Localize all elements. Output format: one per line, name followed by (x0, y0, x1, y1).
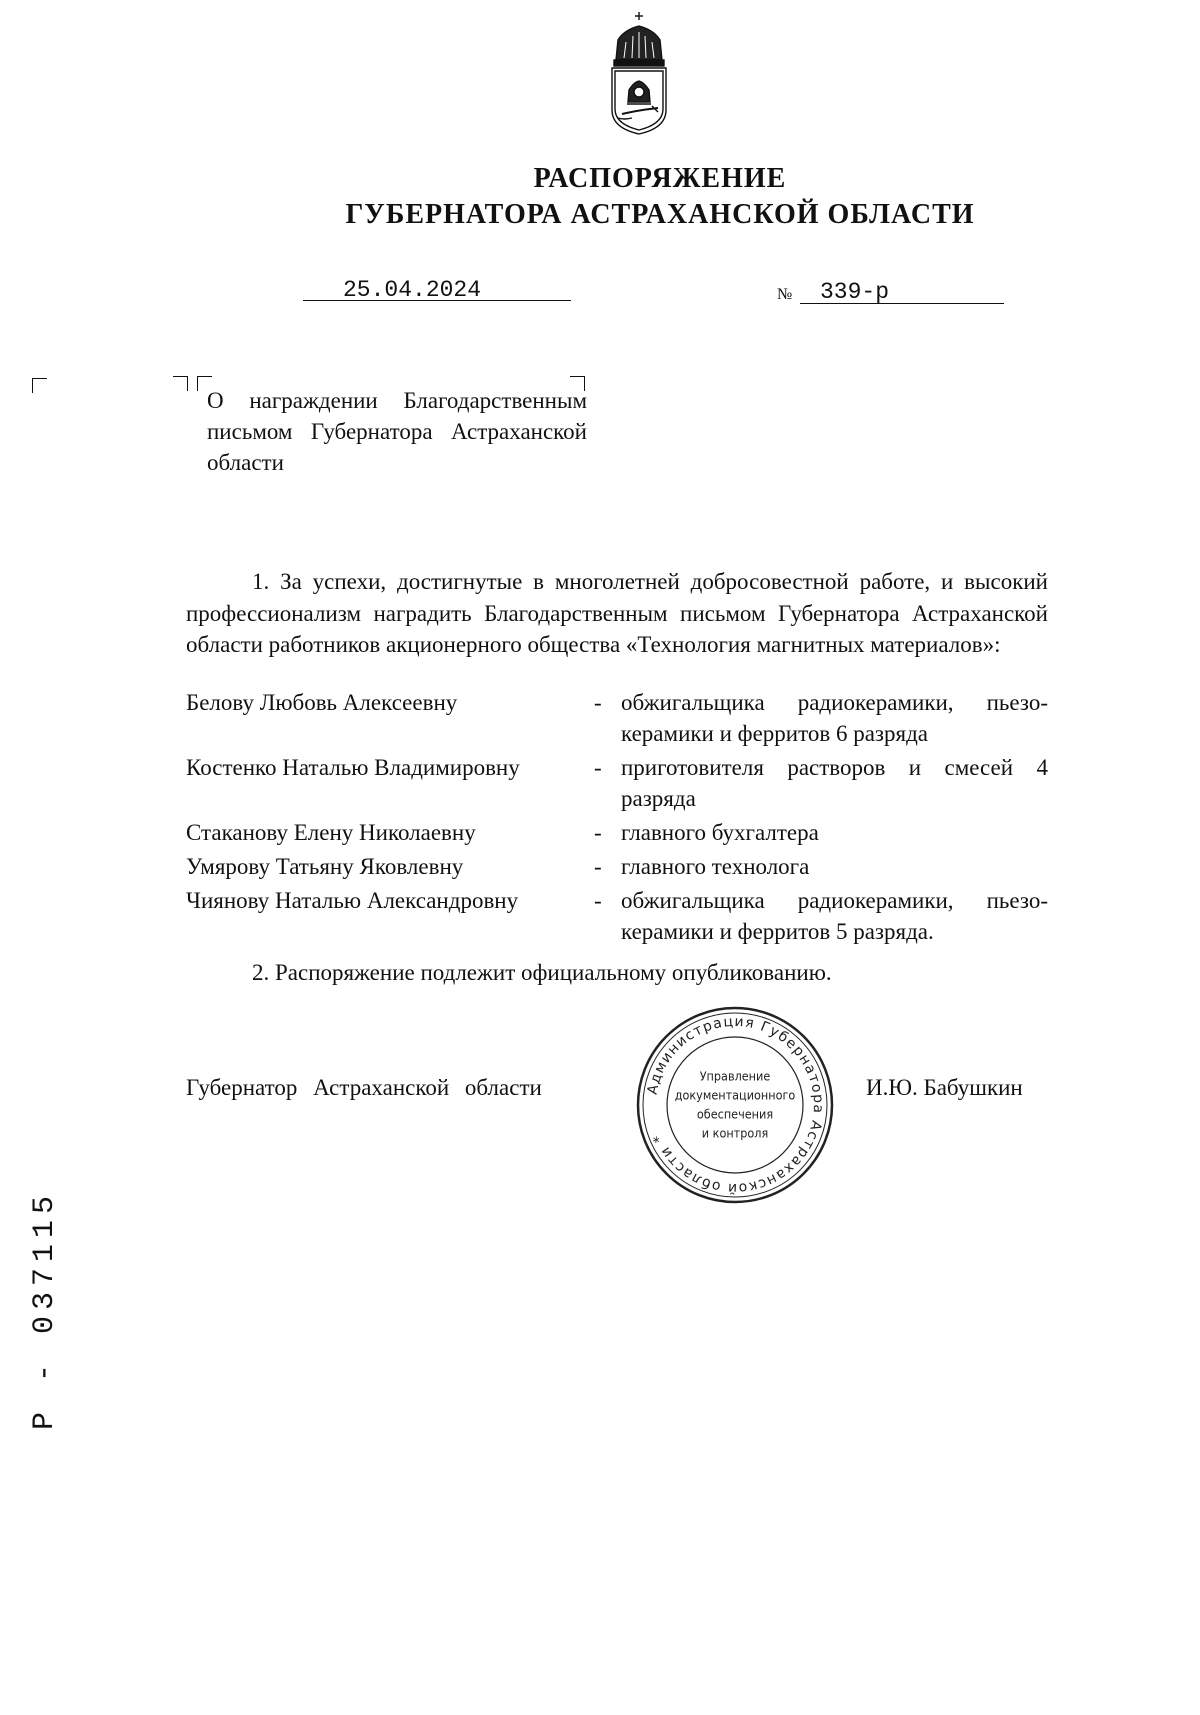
official-stamp (635, 1005, 835, 1205)
document-subject: О награждении Благодарственным письмом Губернатора Астраханской области (207, 388, 587, 475)
employee-position: приготовителя растворов и смесей 4 разряда (621, 755, 1048, 811)
employee-dash: - (594, 755, 602, 780)
employee-name: Умярову Татьяну Яковлевну (186, 854, 464, 879)
employee-name: Костенко Наталью Владимировну (186, 755, 520, 780)
employee-row (186, 752, 1048, 814)
employee-name: Белову Любовь Алексеевну (186, 690, 458, 715)
paragraph-2: 2. Распоряжение подлежит официальному опубликованию. (252, 960, 832, 985)
coat-of-arms-emblem (604, 10, 674, 138)
employee-position: главного бухгалтера (621, 820, 819, 845)
svg-text:Администрация Губернатора Астр: Администрация Губернатора Астраханской области * (644, 1013, 827, 1197)
employee-row (186, 851, 1048, 882)
document-number: 339-р (820, 279, 890, 305)
employee-row (186, 885, 1048, 947)
employee-dash: - (594, 820, 602, 845)
employee-dash: - (594, 854, 602, 879)
svg-text:Управлениедокументационногообе: Управление документационного обеспечения и контроля (674, 1068, 796, 1141)
subject-corner-mark-a (173, 376, 188, 391)
document-date: 25.04.2024 (343, 277, 482, 303)
employee-name: Стаканову Елену Николаевну (186, 820, 476, 845)
employee-position: обжигальщика радиокерамики, пьезо-керамики и ферритов 5 разряда. (621, 888, 1048, 944)
employee-dash: - (594, 888, 602, 913)
employee-row (186, 817, 1048, 848)
employee-list (186, 687, 1048, 950)
employee-row (186, 687, 1048, 749)
employee-dash: - (594, 690, 602, 715)
signatory-name: И.Ю. Бабушкин (866, 1075, 1023, 1100)
document-type-title: РАСПОРЯЖЕНИЕ (533, 163, 787, 194)
number-sign: № (777, 286, 793, 303)
employee-position: обжигальщика радиокерамики, пьезо-керамики и ферритов 6 разряда (621, 690, 1048, 746)
signatory-position: Губернатор Астраханской области (186, 1075, 542, 1100)
registration-number: Р - 037115 (28, 1189, 62, 1430)
issuer-title: ГУБЕРНАТОРА АСТРАХАНСКОЙ ОБЛАСТИ (345, 199, 975, 230)
paragraph-1: 1. За успехи, достигнутые в многолетней добросовестной работе, и высокий профессионализм наградить Благодарственным письмом Губернатора Астраханской области работников акционерного общества «Технология магнитных материалов»: (186, 569, 1048, 657)
employee-position: главного технолога (621, 854, 810, 879)
employee-name: Чиянову Наталью Александровну (186, 888, 519, 913)
page-corner-mark (32, 378, 47, 393)
